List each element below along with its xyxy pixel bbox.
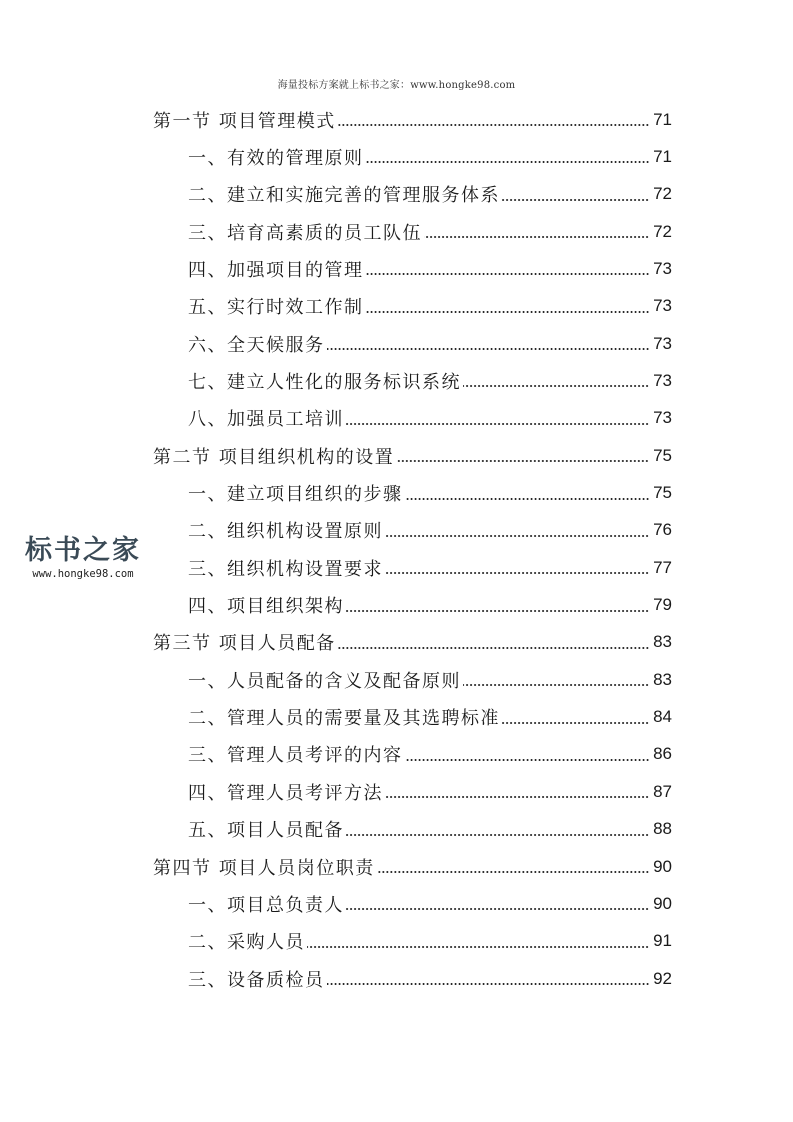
toc-entry-label: 二、组织机构设置原则 — [188, 521, 383, 543]
toc-entry-label: 八、加强员工培训 — [188, 409, 344, 431]
toc-page-number: 71 — [653, 109, 672, 129]
toc-entry-label: 四、加强项目的管理 — [188, 259, 364, 281]
toc-dot-leader — [346, 423, 649, 425]
toc-section-entry[interactable] — [153, 437, 672, 474]
toc-subsection-entry[interactable] — [188, 512, 672, 549]
toc-page-number: 87 — [653, 781, 672, 801]
toc-dot-leader — [307, 946, 649, 948]
toc-entry-label: 一、有效的管理原则 — [188, 147, 364, 169]
toc-page-number: 72 — [653, 184, 672, 204]
toc-entry-label: 四、管理人员考评方法 — [188, 782, 383, 804]
toc-subsection-entry[interactable] — [188, 960, 672, 997]
watermark-url: www.hongke98.com — [32, 568, 134, 580]
toc-page-number: 90 — [653, 856, 672, 876]
toc-subsection-entry[interactable] — [188, 176, 672, 213]
toc-page-number: 76 — [653, 520, 672, 540]
toc-entry-label: 二、建立和实施完善的管理服务体系 — [188, 185, 500, 207]
toc-dot-leader — [502, 722, 649, 724]
toc-subsection-entry[interactable] — [188, 736, 672, 773]
toc-dot-leader — [396, 460, 649, 462]
toc-entry-label: 一、人员配备的含义及配备原则 — [188, 670, 461, 692]
toc-entry-label: 第一节 项目管理模式 — [153, 110, 336, 132]
watermark-logo — [8, 536, 158, 581]
toc-page-number: 92 — [653, 968, 672, 988]
toc-entry-label: 二、管理人员的需要量及其选聘标准 — [188, 708, 500, 730]
toc-subsection-entry[interactable] — [188, 587, 672, 624]
toc-subsection-entry[interactable] — [188, 325, 672, 362]
toc-subsection-entry[interactable] — [188, 400, 672, 437]
toc-dot-leader — [366, 311, 650, 313]
toc-dot-leader — [463, 684, 649, 686]
toc-subsection-entry[interactable] — [188, 773, 672, 810]
toc-dot-leader — [366, 273, 650, 275]
toc-subsection-entry[interactable] — [188, 213, 672, 250]
toc-dot-leader — [377, 871, 649, 873]
toc-subsection-entry[interactable] — [188, 288, 672, 325]
watermark-logo-text: 标书之家 — [25, 535, 141, 566]
toc-page-number: 71 — [653, 146, 672, 166]
toc-page-number: 88 — [653, 819, 672, 839]
toc-dot-leader — [502, 199, 649, 201]
toc-section-entry[interactable] — [153, 848, 672, 885]
toc-subsection-entry[interactable] — [188, 475, 672, 512]
toc-subsection-entry[interactable] — [188, 699, 672, 736]
toc-dot-leader — [346, 834, 649, 836]
toc-dot-leader — [405, 498, 650, 500]
toc-page-number: 75 — [653, 483, 672, 502]
toc-entry-label: 三、培育高素质的员工队伍 — [188, 222, 422, 244]
toc-dot-leader — [405, 759, 650, 761]
toc-subsection-entry[interactable] — [188, 885, 672, 922]
toc-page-number: 84 — [653, 707, 672, 727]
toc-subsection-entry[interactable] — [188, 138, 672, 175]
toc-entry-label: 三、设备质检员 — [188, 969, 325, 991]
toc-section-entry[interactable] — [153, 624, 672, 661]
toc-dot-leader — [366, 161, 650, 163]
toc-entry-label: 第四节 项目人员岗位职责 — [153, 857, 375, 879]
page-header: 海量投标方案就上标书之家：www.hongke98.com — [277, 80, 516, 91]
toc-subsection-entry[interactable] — [188, 549, 672, 586]
toc-page-number: 83 — [653, 669, 672, 689]
toc-entry-label: 四、项目组织架构 — [188, 596, 344, 618]
toc-page-number: 73 — [653, 408, 672, 428]
toc-page-number: 83 — [653, 632, 672, 652]
toc-entry-label: 三、管理人员考评的内容 — [188, 745, 403, 767]
toc-page-number: 79 — [653, 595, 672, 615]
toc-entry-label: 二、采购人员 — [188, 932, 305, 954]
toc-page-number: 73 — [653, 296, 672, 316]
toc-section-entry[interactable] — [153, 101, 672, 138]
toc-dot-leader — [346, 610, 649, 612]
toc-dot-leader — [338, 647, 649, 649]
toc-dot-leader — [424, 236, 649, 238]
toc-dot-leader — [463, 385, 649, 387]
toc-entry-label: 六、全天候服务 — [188, 334, 325, 356]
toc-entry-label: 五、项目人员配备 — [188, 820, 344, 842]
toc-dot-leader — [385, 796, 649, 798]
toc-entry-label: 一、项目总负责人 — [188, 894, 344, 916]
toc-subsection-entry[interactable] — [188, 250, 672, 287]
toc-entry-label: 三、组织机构设置要求 — [188, 558, 383, 580]
toc-subsection-entry[interactable] — [188, 362, 672, 399]
toc-page-number: 91 — [653, 931, 672, 951]
toc-page-number: 75 — [653, 445, 672, 465]
toc-page-number: 73 — [653, 258, 672, 278]
toc-page-number: 86 — [653, 744, 672, 764]
toc-page-number: 72 — [653, 221, 672, 241]
toc-subsection-entry[interactable] — [188, 923, 672, 960]
toc-entry-label: 五、实行时效工作制 — [188, 297, 364, 319]
toc-page-number: 90 — [653, 893, 672, 913]
toc-dot-leader — [385, 535, 649, 537]
toc-dot-leader — [346, 908, 649, 910]
toc-subsection-entry[interactable] — [188, 661, 672, 698]
toc-page-number: 73 — [653, 333, 672, 353]
toc-dot-leader — [338, 124, 649, 126]
toc-dot-leader — [327, 348, 650, 350]
toc-page-number: 73 — [653, 370, 672, 390]
toc-entry-label: 第二节 项目组织机构的设置 — [153, 446, 395, 468]
toc-dot-leader — [327, 983, 650, 985]
toc-entry-label: 第三节 项目人员配备 — [153, 633, 336, 655]
toc-dot-leader — [385, 572, 649, 574]
toc-subsection-entry[interactable] — [188, 811, 672, 848]
toc-entry-label: 一、建立项目组织的步骤 — [188, 484, 403, 505]
toc-page-number: 77 — [653, 557, 672, 577]
toc-entry-label: 七、建立人性化的服务标识系统 — [188, 371, 461, 393]
